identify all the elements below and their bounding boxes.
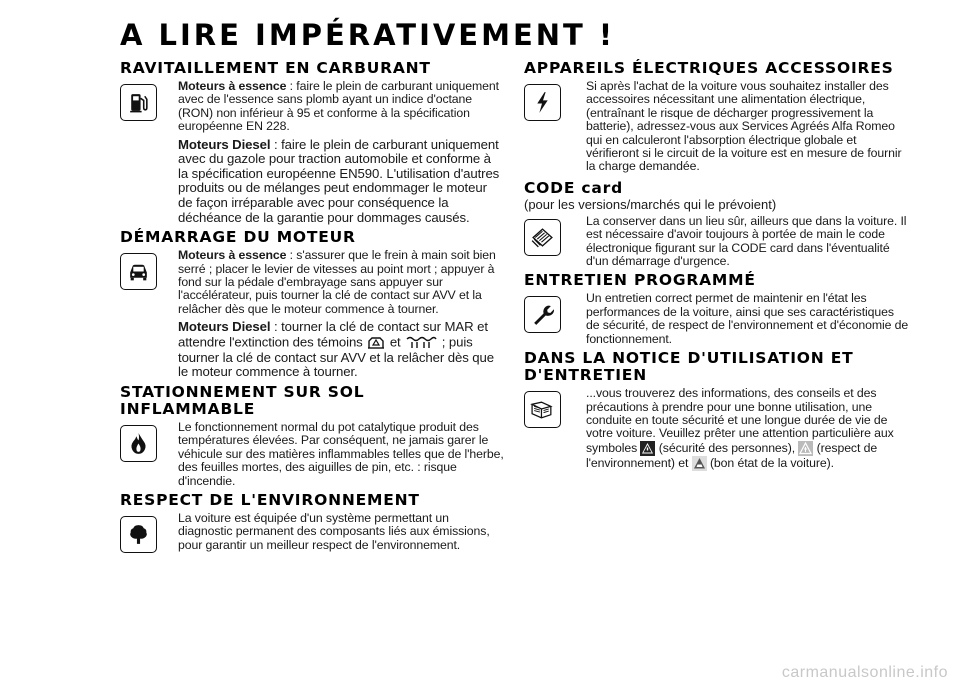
refuelling-diesel-paragraph bbox=[178, 138, 504, 226]
section-title-maintenance: ENTRETIEN PROGRAMMÉ bbox=[524, 271, 756, 290]
tree-icon bbox=[120, 516, 157, 553]
person-safety-warning-icon bbox=[640, 441, 655, 456]
diesel-lead: Moteurs Diesel bbox=[178, 136, 271, 152]
left-column bbox=[120, 60, 504, 556]
fault-warning-icon bbox=[366, 335, 386, 351]
diesel-text: : faire le plein de carburant uniquement avec du gazole pour traction automobile et conforme à la spécification européenne EN590. L'utilisation d'autres produits ou de mélanges peut endommager le moteur de façon irréparable avec pour conséquence la déchéance de la garantie pour dommages causés. bbox=[178, 136, 500, 225]
section-code-card bbox=[524, 180, 910, 269]
petrol-text: : faire le plein de carburant uniquement avec de l'essence sans plomb ayant un indice d'octane (RON) non inférieur à 95 et conforme à la spécification européenne EN 228. bbox=[178, 79, 499, 134]
petrol-lead: Moteurs à essence bbox=[178, 79, 287, 93]
code-card-subtitle: (pour les versions/marchés qui le prévoient) bbox=[524, 196, 777, 212]
starting-diesel-text-3: ; puis tourner la clé de contact sur AVV et la relâcher dès que le moteur commence à tourner. bbox=[178, 334, 494, 380]
section-environment bbox=[120, 492, 504, 552]
section-title-manual: DANS LA NOTICE D'UTILISATION ET D'ENTRETIEN bbox=[524, 349, 854, 385]
manual-text-4: (bon état de la voiture). bbox=[706, 455, 834, 470]
starting-diesel-paragraph bbox=[178, 320, 504, 380]
electrical-paragraph: Si après l'achat de la voiture vous souhaitez installer des accessoires nécessitant une alimentation électrique, (entraînant le risque de décharger progressivement la batterie), adressez-vous aux Services Agréés Alfa Romeo qui en calculeront l'absorption électrique globale et vérifieront si le circuit de la voiture est en mesure de fournir la charge demandée. bbox=[586, 79, 902, 174]
section-starting bbox=[120, 229, 504, 380]
section-title-electrical: APPAREILS ÉLECTRIQUES ACCESSOIRES bbox=[524, 59, 894, 77]
parking-paragraph: Le fonctionnement normal du pot catalytique produit des températures élevées. Par conséquent, ne jamais garer le véhicule sur des matières inflammables telles que de l'herbe, des feuilles mortes, des aiguilles de pin, etc. : risque d'incendie. bbox=[178, 420, 504, 488]
page-title: A LIRE IMPÉRATIVEMENT ! bbox=[120, 18, 616, 52]
section-refuelling bbox=[120, 60, 504, 225]
starting-diesel-text-1: : tourner la clé de contact sur MAR et attendre l'extinction des témoins bbox=[178, 319, 488, 350]
fuel-pump-icon bbox=[120, 84, 157, 121]
code-card-icon bbox=[524, 219, 561, 256]
manual-paragraph bbox=[586, 387, 910, 471]
flame-icon bbox=[120, 425, 157, 462]
environment-warning-icon bbox=[798, 441, 813, 456]
vehicle-care-warning-icon bbox=[692, 456, 707, 471]
starting-petrol-lead: Moteurs à essence bbox=[178, 248, 287, 263]
manual-text-3: (respect de l'environnement) et bbox=[586, 440, 878, 470]
section-manual bbox=[524, 350, 910, 471]
starting-petrol-text: : s'assurer que le frein à main soit bien serré ; placer le levier de vitesses au point mort ; appuyer à fond sur la pédale d'embrayage sans appuyer sur l'accélérateur, puis tourner la clé de contact sur AVV et la relâcher dès que le moteur commence à tourner. bbox=[178, 248, 496, 316]
section-electrical bbox=[524, 60, 910, 174]
starting-diesel-text-2: et bbox=[386, 334, 405, 350]
manual-text-2: (sécurité des personnes), bbox=[655, 440, 799, 455]
section-title-parking: STATIONNEMENT SUR SOL INFLAMMABLE bbox=[120, 383, 365, 418]
section-title-starting: DÉMARRAGE DU MOTEUR bbox=[120, 228, 356, 247]
section-maintenance bbox=[524, 272, 910, 346]
starting-diesel-lead: Moteurs Diesel bbox=[178, 319, 271, 335]
maintenance-paragraph: Un entretien correct permet de maintenir en l'état les performances de la voiture, ainsi que ses caractéristiques de sécurité, de respect de l'environnement et d'économie de fonctionnement. bbox=[586, 291, 909, 346]
wrench-icon bbox=[524, 296, 561, 333]
section-title-refuelling: RAVITAILLEMENT EN CARBURANT bbox=[120, 59, 431, 77]
right-column bbox=[524, 60, 910, 475]
watermark: carmanualsonline.info bbox=[781, 664, 948, 681]
environment-paragraph: La voiture est équipée d'un système permettant un diagnostic permanent des composants liés aux émissions, pour garantir un meilleur respect de l'environnement. bbox=[178, 511, 490, 552]
lightning-icon bbox=[524, 84, 561, 121]
manual-text-1: ...vous trouverez des informations, des conseils et des précautions à prendre pour une bonne utilisation, une conduite en toute sécurité et une longue durée de vie de votre voiture. Veuillez prêter une attention particulière aux symboles bbox=[586, 386, 894, 455]
open-book-icon bbox=[524, 391, 561, 428]
refuelling-petrol-paragraph bbox=[178, 80, 504, 134]
starting-petrol-paragraph bbox=[178, 249, 504, 316]
glow-plug-icon bbox=[404, 336, 438, 350]
section-parking bbox=[120, 384, 504, 488]
car-front-icon bbox=[120, 253, 157, 290]
section-title-environment: RESPECT DE L'ENVIRONNEMENT bbox=[120, 491, 420, 510]
code-card-paragraph: La conserver dans un lieu sûr, ailleurs que dans la voiture. Il est nécessaire d'avoir toujours à portée de main le code électronique figurant sur la CODE card dans l'éventualité d'un démarrage d'urgence. bbox=[586, 213, 907, 269]
section-title-code-card: CODE card bbox=[524, 178, 623, 197]
